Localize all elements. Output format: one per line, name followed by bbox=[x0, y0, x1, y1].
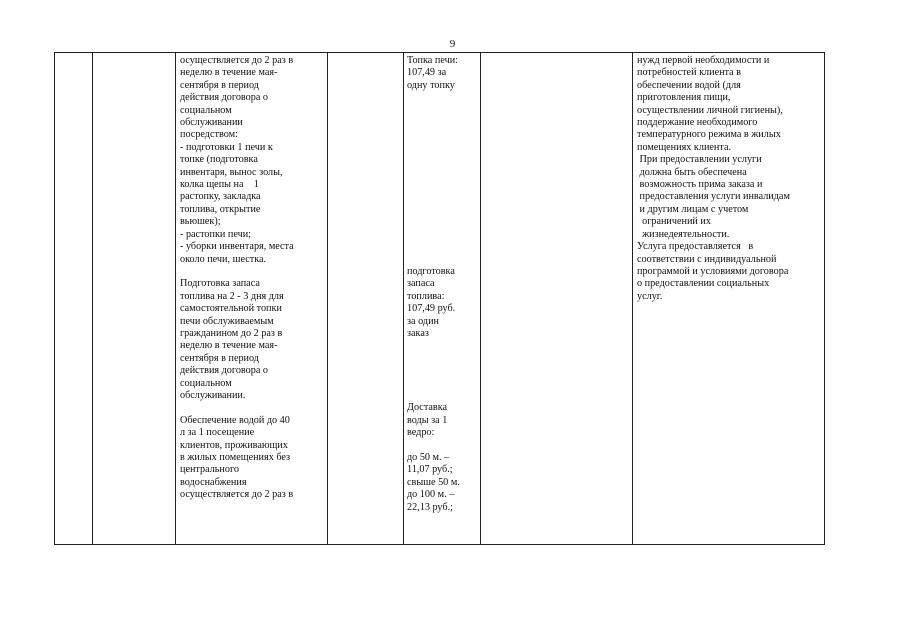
column-divider bbox=[327, 53, 328, 544]
column-divider bbox=[632, 53, 633, 544]
service-conditions-cell: нужд первой необходимости и потребностей клиента в обеспечении водой (для приготовления пищи, осуществлении личной гигиены), поддержание необходимого температурного режима в жилых помещениях клиента. При предоставлении услуги должна быть обеспечена возможность прима заказа и предоставления услуги инвалидам и другим лицам с учетом ограничений их жизнедеятельности. Услуга предоставляется в соответствии с индивидуальной программой и условиями договора о предоставлении социальных услуг. bbox=[637, 55, 790, 302]
page-number: 9 bbox=[449, 38, 456, 50]
service-table bbox=[54, 52, 825, 545]
tariff-cell: Топка печи: 107,49 за одну топку подготовка запаса топлива: 107,49 руб. за один заказ Доставка воды за 1 ведро: до 50 м. – 11,07 руб.; свыше 50 м. до 100 м. – 22,13 руб.; bbox=[407, 55, 460, 513]
column-divider bbox=[175, 53, 176, 544]
column-divider bbox=[403, 53, 404, 544]
service-description-cell: осуществляется до 2 раз в неделю в течение мая- сентября в период действия договора о социальном обслуживании посредством: - подготовки 1 печи к топке (подготовка инвентаря, вынос золы, колка щепы на 1 растопку, закладка топлива, открытие вьюшек); - растопки печи; - уборки инвентаря, места около печи, шестка. Подготовка запаса топлива на 2 - 3 дня для самостоятельной топки печи обслуживаемым гражданином до 2 раз в неделю в течение мая- сентября в период действия договора о социальном обслуживании. Обеспечение водой до 40 л за 1 посещение клиентов, проживающих в жилых помещениях без центрального водоснабжения осуществляется до 2 раз в bbox=[180, 55, 294, 501]
column-divider bbox=[92, 53, 93, 544]
